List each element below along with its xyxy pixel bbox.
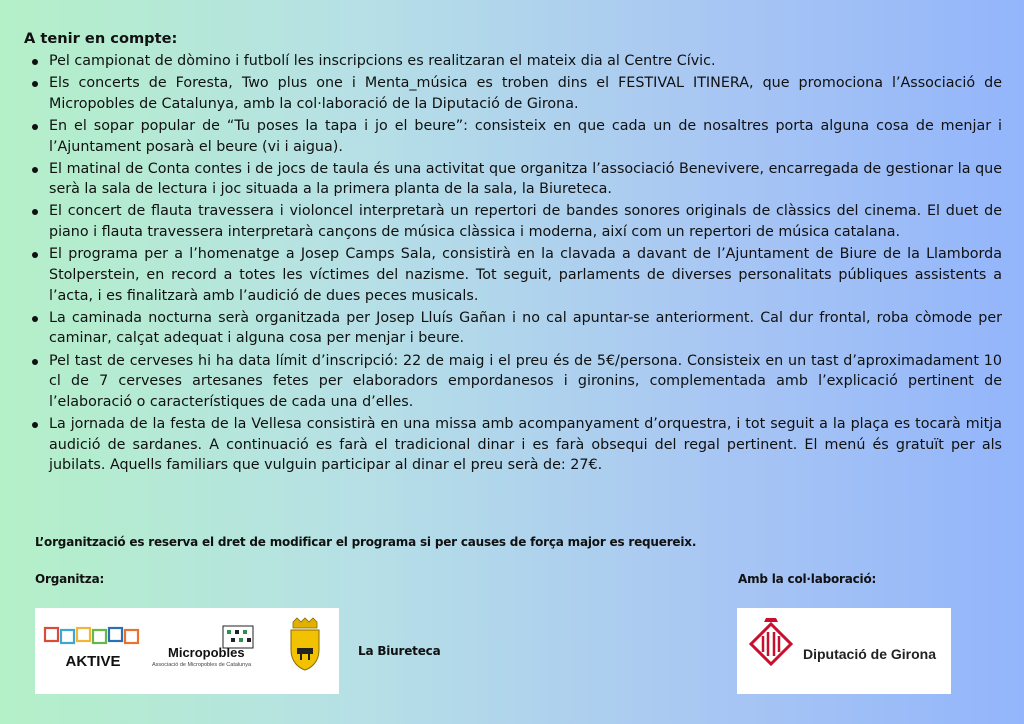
aktive-square	[61, 630, 74, 643]
note-item: Pel tast de cerveses hi ha data límit d’inscripció: 22 de maig i el preu és de 5€/persona. Consisteix en un tast d’aproximadament 10 cl de 7 cerveses artesanes fetes per elaboradors empordanesos i gironins, complementada amb l’explicació pertinent de l’elaboració o característiques de cada una d’elles.	[24, 351, 1002, 413]
aktive-square	[45, 628, 58, 641]
notes-list	[24, 51, 1002, 476]
note-item: La jornada de la festa de la Vellesa consistirà en una missa amb acompanyament d’orquestra, i tot seguit a la plaça es tocarà mitja audició de sardanes. A continuació es farà el tradicional dinar i es farà obsequi del regal pertinent. El menú és gratuït per als jubilats. Aquells familiars que vulguin participar al dinar el preu serà de: 27€.	[24, 414, 1002, 476]
note-item: Pel campionat de dòmino i futbolí les inscripcions es realitzaran el mateix dia al Centre Cívic.	[24, 51, 1002, 72]
aktive-name: AKTIVE	[65, 653, 121, 670]
diputacio-shield-icon	[751, 618, 791, 664]
note-item: El programa per a l’homenatge a Josep Camps Sala, consistirà en la clavada a davant de l’Ajuntament de Biure de la Llamborda Stolperstein, en record a totes les víctimes del nazisme. Tot seguit, parlaments de diverses personalitats públiques assistents a l’acta, i es finalitzarà amb l’audició de dues peces musicals.	[24, 244, 1002, 306]
diputacio-name: Diputació de Girona	[803, 646, 937, 662]
collaboration-label: Amb la col·laboració:	[738, 572, 877, 586]
aktive-square	[109, 628, 122, 641]
notes-heading: A tenir en compte:	[24, 30, 178, 47]
collaborator-logo-box	[737, 608, 951, 694]
note-item: El matinal de Conta contes i de jocs de taula és una activitat que organitza l’associació Benevivere, encarregada de gestionar la que serà la sala de lectura i joc situada a la primera planta de la sala, la Biureteca.	[24, 159, 1002, 200]
micropobles-subtitle: Associació de Micropobles de Catalunya	[152, 662, 252, 668]
organizers-logo-box	[35, 608, 339, 694]
aktive-logo	[45, 628, 138, 670]
notes-section	[24, 30, 1002, 478]
municipal-shield-icon	[291, 618, 319, 670]
micropobles-logo	[152, 626, 253, 668]
disclaimer-text: L’organització es reserva el dret de modificar el programa si per causes de força major es requereix.	[35, 535, 697, 549]
note-item: En el sopar popular de “Tu poses la tapa i jo el beure”: consisteix en que cada un de nosaltres porta alguna cosa de menjar i l’Ajuntament posarà el beure (vi i aigua).	[24, 116, 1002, 157]
aktive-squares-icon	[45, 628, 138, 643]
aktive-square	[93, 630, 106, 643]
diputacio-logo	[737, 608, 951, 694]
note-item: La caminada nocturna serà organitzada per Josep Lluís Gañan i no cal apuntar-se anteriorment. Cal dur frontal, roba còmode per caminar, calçat adequat i alguna cosa per menjar i beure.	[24, 308, 1002, 349]
aktive-square	[77, 628, 90, 641]
note-item: Els concerts de Foresta, Two plus one i Menta_música es troben dins el FESTIVAL ITINERA, que promociona l’Associació de Micropobles de Catalunya, amb la col·laboració de la Diputació de Girona.	[24, 73, 1002, 114]
organizers-logos	[35, 608, 339, 694]
biureteca-label: La Biureteca	[358, 644, 441, 658]
note-item: El concert de flauta travessera i violoncel interpretarà un repertori de bandes sonores originals de clàssics del cinema. El duet de piano i flauta travessera interpretarà cançons de música clàssica i moderna, així com un repertori de música catalana.	[24, 201, 1002, 242]
aktive-square	[125, 630, 138, 643]
organitza-label: Organitza:	[35, 572, 105, 586]
micropobles-name: Micropobles	[168, 645, 245, 660]
